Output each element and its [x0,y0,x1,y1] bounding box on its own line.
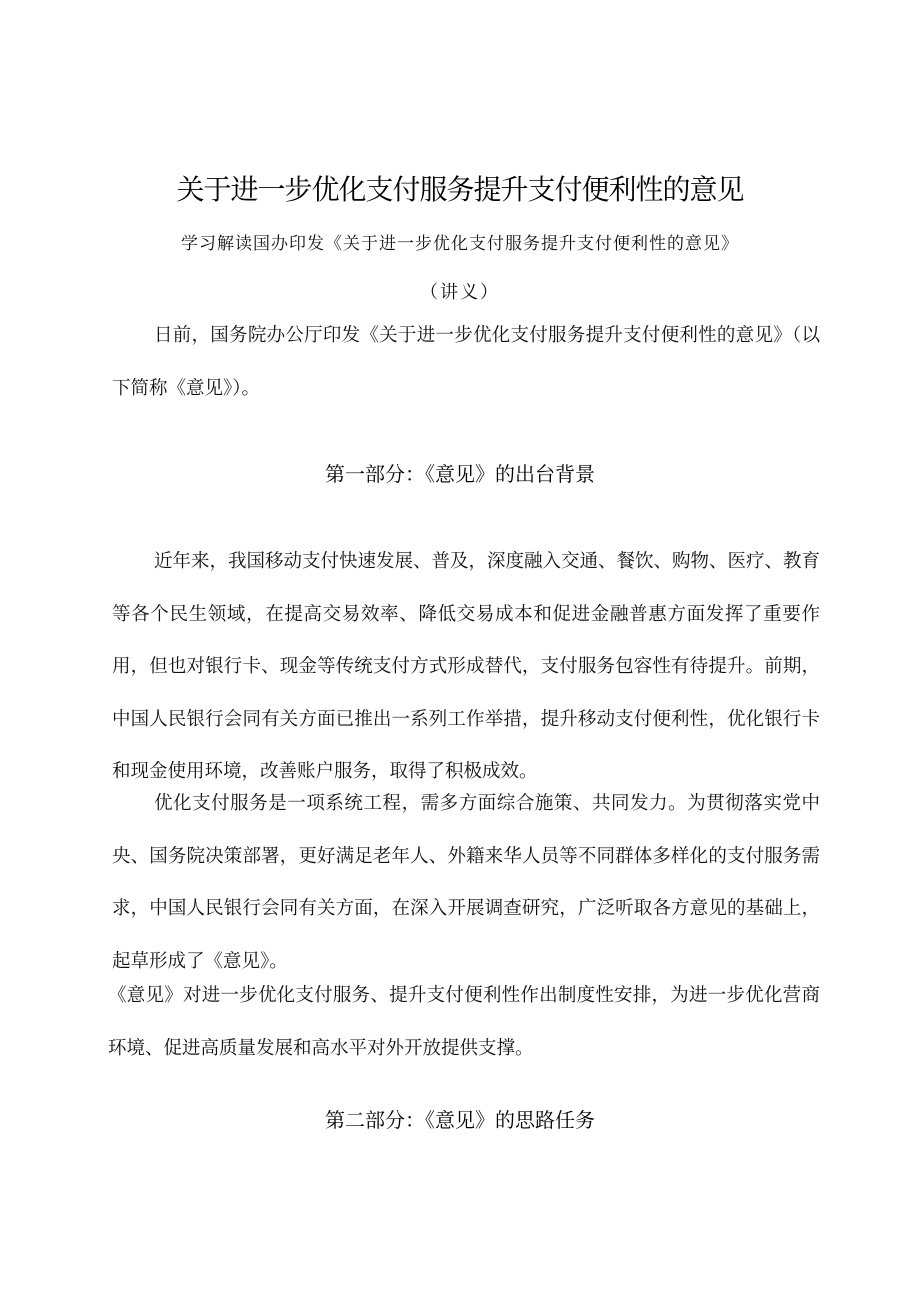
section-1-paragraph-2: 优化支付服务是一项系统工程，需多方面综合施策、共同发力。为贯彻落实党中央、国务院决策部署，更好满足老年人、外籍来华人员等不同群体多样化的支付服务需求，中国人民银行会同有关方面，在深入开展调查研究，广泛听取各方意见的基础上，起草形成了《意见》。 [112,793,820,972]
lecture-label: （讲义） [420,282,500,303]
section-heading-1: 第一部分：《意见》的出台背景 [325,462,595,486]
document-title: 关于进一步优化支付服务提升支付便利性的意见 [176,173,744,206]
section-heading-2: 第二部分：《意见》的思路任务 [325,1108,595,1132]
section-1-paragraph-3: 《意见》对进一步优化支付服务、提升支付便利性作出制度性安排，为进一步优化营商环境、促进高质量发展和高水平对外开放提供支撑。 [108,985,820,1059]
document-subtitle: 学习解读国办印发《关于进一步优化支付服务提升支付便利性的意见》 [181,234,739,254]
section-1-paragraph-1: 近年来，我国移动支付快速发展、普及，深度融入交通、餐饮、购物、医疗、教育等各个民生领域，在提高交易效率、降低交易成本和促进金融普惠方面发挥了重要作用，但也对银行卡、现金等传统支付方式形成替代，支付服务包容性有待提升。前期，中国人民银行会同有关方面已推出一系列工作举措，提升移动支付便利性，优化银行卡和现金使用环境，改善账户服务，取得了积极成效。 [112,551,821,782]
intro-paragraph: 日前，国务院办公厅印发《关于进一步优化支付服务提升支付便利性的意见》（以下简称《意见》）。 [112,325,820,399]
